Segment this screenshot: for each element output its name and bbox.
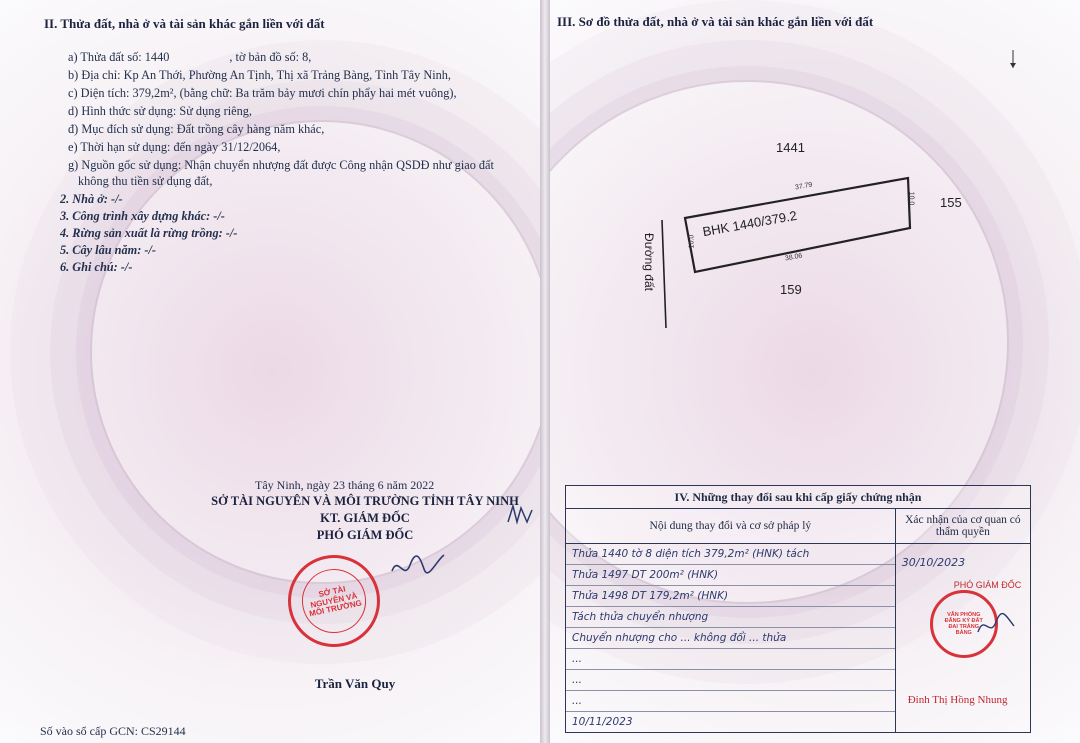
neighbor-south: 159 bbox=[780, 282, 802, 297]
changes-title: IV. Những thay đổi sau khi cấp giấy chứng nhận bbox=[566, 486, 1031, 509]
item-other-construction: 3. Công trình xây dựng khác: -/- bbox=[60, 209, 225, 223]
handwritten-row: Tách thửa chuyển nhượng bbox=[566, 607, 895, 628]
parcel-label: BHK 1440/379.2 bbox=[701, 207, 798, 240]
official-seal-left: SỞ TÀI NGUYÊN VÀ MÔI TRƯỜNG bbox=[279, 546, 388, 655]
sign-agency: SỞ TÀI NGUYÊN VÀ MÔI TRƯỜNG TỈNH TÂY NINH bbox=[211, 494, 519, 508]
item-notes: 6. Ghi chú: -/- bbox=[60, 260, 133, 274]
parcel-plan bbox=[640, 160, 940, 335]
handwritten-row: ... bbox=[566, 649, 895, 670]
changes-table bbox=[565, 485, 1031, 733]
col-content-header: Nội dung thay đổi và cơ sở pháp lý bbox=[566, 509, 896, 544]
official-seal-right: VĂN PHÒNG ĐĂNG KÝ ĐẤT ĐAI TRẢNG BÀNG bbox=[930, 590, 998, 658]
north-arrow-icon bbox=[1005, 48, 1021, 70]
road-edge bbox=[662, 220, 666, 328]
signature-scribble bbox=[388, 545, 448, 585]
confirm-date: 30/10/2023 bbox=[901, 556, 966, 569]
confirm-signature-scribble bbox=[976, 610, 1016, 640]
parcel-area: c) Diện tích: 379,2m², (bằng chữ: Ba trăm bảy mươi chín phẩy hai mét vuông), bbox=[68, 86, 457, 100]
confirm-role: PHÓ GIÁM ĐỐC bbox=[953, 580, 1022, 590]
confirm-name: Đinh Thị Hồng Nhung bbox=[907, 694, 1008, 706]
sign-date: Tây Ninh, ngày 23 tháng 6 năm 2022 bbox=[255, 478, 435, 492]
road-label: Đường đất bbox=[641, 233, 656, 291]
usage-origin-cont: không thu tiền sử dụng đất, bbox=[78, 174, 213, 188]
handwritten-row: ... bbox=[566, 691, 895, 712]
parcel-address: b) Địa chỉ: Kp An Thới, Phường An Tịnh, Thị xã Trảng Bàng, Tỉnh Tây Ninh, bbox=[68, 68, 452, 82]
dim-left: 10.0 bbox=[688, 234, 696, 249]
handwritten-row: Thửa 1440 tờ 8 diện tích 379,2m² (HNK) tách bbox=[566, 544, 895, 565]
item-perennial: 5. Cây lâu năm: -/- bbox=[60, 243, 156, 257]
handwritten-row: Chuyển nhượng cho ... không đổi ... thửa bbox=[566, 628, 895, 649]
col-confirm-header: Xác nhận của cơ quan có thẩm quyền bbox=[895, 509, 1030, 544]
section-title-iii: III. Sơ đồ thửa đất, nhà ở và tài sản khác gắn liền với đất bbox=[557, 14, 874, 29]
changes-content-cell bbox=[566, 544, 896, 733]
handwritten-row: Thửa 1497 DT 200m² (HNK) bbox=[566, 565, 895, 586]
usage-form: d) Hình thức sử dụng: Sử dụng riêng, bbox=[68, 104, 252, 118]
register-number: Số vào sổ cấp GCN: CS29144 bbox=[40, 724, 186, 738]
handwritten-row: Thửa 1498 DT 179,2m² (HNK) bbox=[566, 586, 895, 607]
changes-confirm-cell bbox=[895, 544, 1030, 733]
handwritten-row: ... bbox=[566, 670, 895, 691]
initials-scribble bbox=[505, 500, 535, 530]
dim-top: 37.79 bbox=[794, 181, 814, 192]
usage-purpose: đ) Mục đích sử dụng: Đất trồng cây hàng năm khác, bbox=[68, 122, 325, 136]
signer-name: Trần Văn Quy bbox=[314, 676, 396, 691]
neighbor-north: 1441 bbox=[776, 140, 805, 155]
sign-kt: KT. GIÁM ĐỐC bbox=[320, 511, 410, 525]
handwritten-row: 10/11/2023 bbox=[572, 716, 633, 728]
item-house: 2. Nhà ở: -/- bbox=[60, 192, 123, 206]
item-forest: 4. Rừng sản xuất là rừng trồng: -/- bbox=[60, 226, 238, 240]
neighbor-east: 155 bbox=[940, 195, 962, 210]
sign-role: PHÓ GIÁM ĐỐC bbox=[316, 528, 414, 542]
dim-right: 10.0 bbox=[907, 191, 915, 206]
usage-term: e) Thời hạn sử dụng: đến ngày 31/12/2064, bbox=[68, 140, 281, 154]
usage-origin: g) Nguồn gốc sử dụng: Nhận chuyển nhượng đất được Công nhận QSDĐ như giao đất bbox=[68, 158, 494, 172]
dim-bottom: 38.06 bbox=[784, 252, 804, 263]
page-fold bbox=[540, 0, 550, 743]
section-title-ii: II. Thửa đất, nhà ở và tài sản khác gắn liền với đất bbox=[44, 16, 325, 31]
parcel-number: a) Thửa đất số: 1440 , tờ bản đồ số: 8, bbox=[68, 50, 312, 64]
